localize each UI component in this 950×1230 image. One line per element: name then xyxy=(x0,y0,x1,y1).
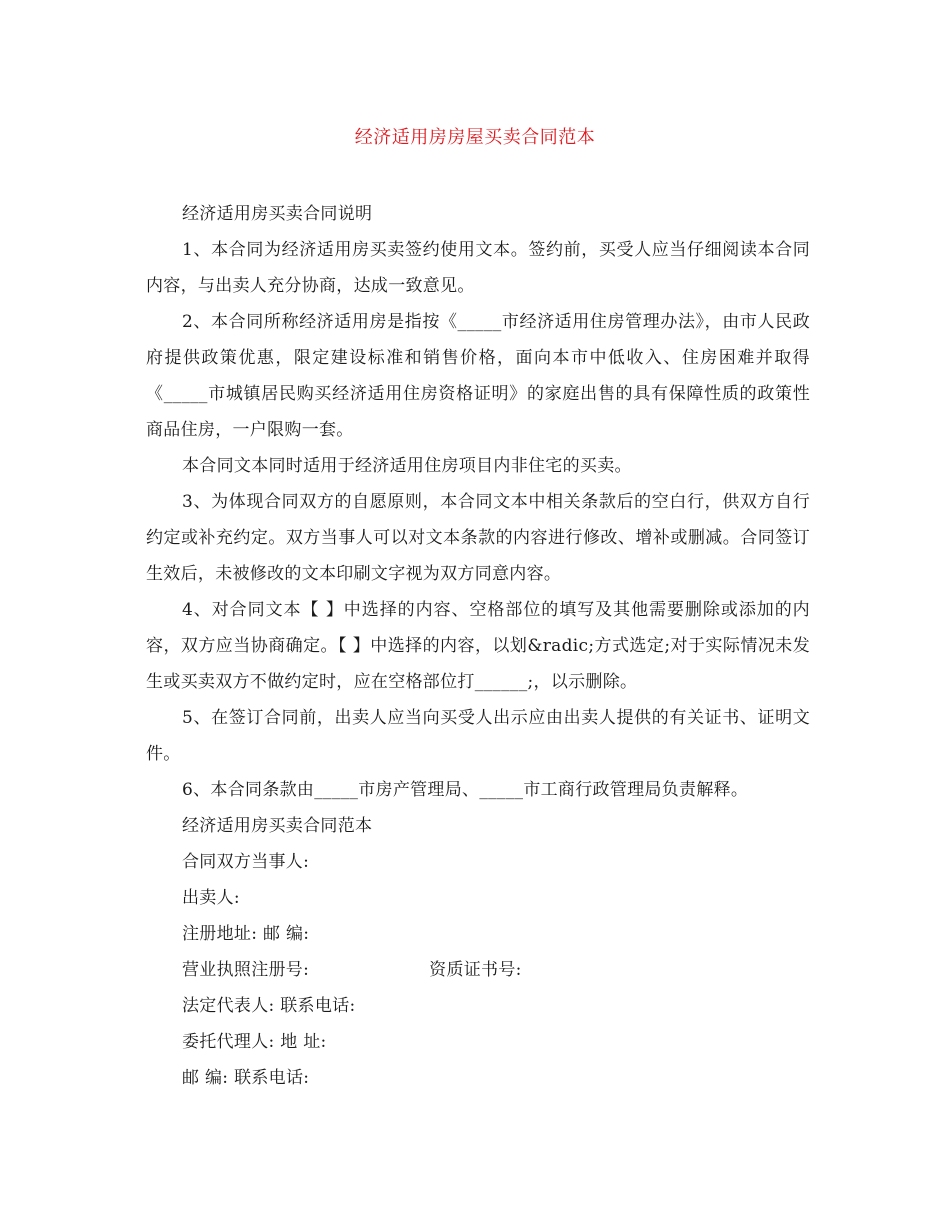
phone-label: 联系电话: xyxy=(280,996,356,1016)
paragraph: 5、在签订合同前，出卖人应当向买受人出示应由出卖人提供的有关证书、证明文件。 xyxy=(146,708,810,764)
qualification-number-label: 资质证书号: xyxy=(429,960,522,980)
field-row xyxy=(146,952,810,988)
paragraph: 2、本合同所称经济适用房是指按《_____市经济适用住房管理办法》，由市人民政府提供政策优惠，限定建设标准和销售价格，面向本市中低收入、住房困难并取得《_____市城镇居民购买经济适用住房资格证明》的家庭出售的具有保障性质的政策性商品住房，一户限购一套。 xyxy=(146,312,810,440)
paragraph: 4、对合同文本【 】中选择的内容、空格部位的填写及其他需要删除或添加的内容，双方应当协商确定。【 】中选择的内容，以划&radic;方式选定;对于实际情况未发生或买卖双方不做约定时，应在空格部位打______;，以示删除。 xyxy=(146,600,810,692)
field-row xyxy=(146,1024,810,1060)
section-heading: 经济适用房买卖合同范本 xyxy=(182,816,373,836)
seller-label: 出卖人: xyxy=(182,888,240,908)
paragraph: 1、本合同为经济适用房买卖签约使用文本。签约前，买受人应当仔细阅读本合同内容，与出卖人充分协商，达成一致意见。 xyxy=(146,240,810,296)
license-number-label: 营业执照注册号: xyxy=(182,960,310,980)
legal-representative-label: 法定代表人: xyxy=(182,996,275,1016)
phone-label: 联系电话: xyxy=(234,1068,310,1088)
document-body xyxy=(146,196,810,1096)
field-row xyxy=(146,988,810,1024)
paragraph: 本合同文本同时适用于经济适用住房项目内非住宅的买卖。 xyxy=(182,456,632,476)
reg-address-label: 注册地址: xyxy=(182,924,258,944)
postcode-label: 邮 编: xyxy=(182,1068,229,1088)
agent-label: 委托代理人: xyxy=(182,1032,275,1052)
address-label: 地 址: xyxy=(280,1032,327,1052)
postcode-label: 邮 编: xyxy=(262,924,310,944)
field-row xyxy=(146,1060,810,1096)
section-heading: 经济适用房买卖合同说明 xyxy=(182,204,373,224)
document-title: 经济适用房房屋买卖合同范本 xyxy=(354,127,596,148)
parties-label: 合同双方当事人: xyxy=(182,852,310,872)
field-row xyxy=(146,916,810,952)
paragraph: 3、为体现合同双方的自愿原则，本合同文本中相关条款后的空白行，供双方自行约定或补充约定。双方当事人可以对文本条款的内容进行修改、增补或删减。合同签订生效后，未被修改的文本印刷文字视为双方同意内容。 xyxy=(146,492,810,584)
paragraph: 6、本合同条款由_____市房产管理局、_____市工商行政管理局负责解释。 xyxy=(182,780,749,800)
